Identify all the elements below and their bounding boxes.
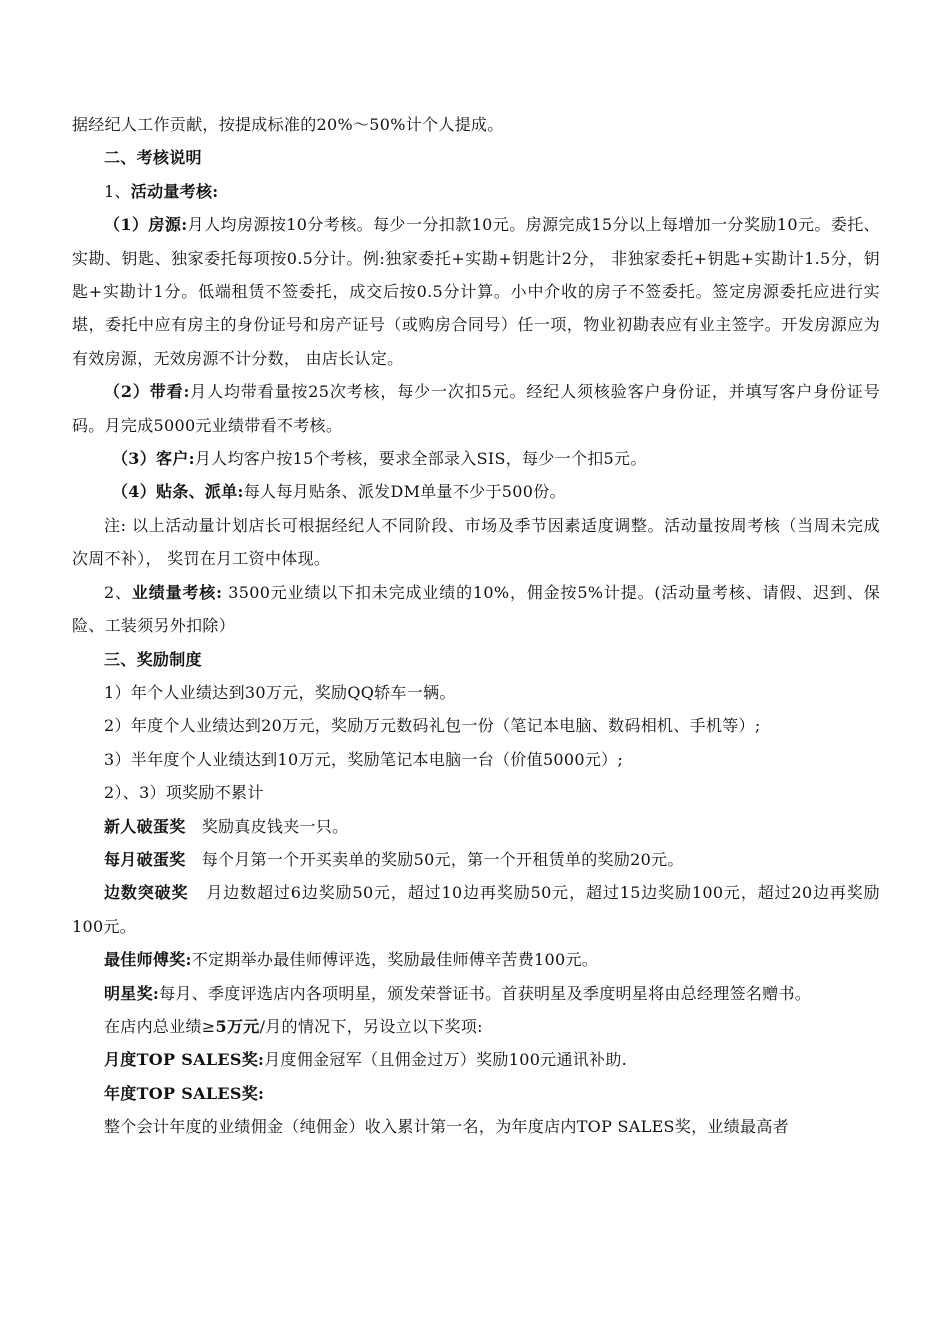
reward-item-2: 2）年度个人业绩达到20万元，奖励万元数码礼包一份（笔记本电脑、数码相机、手机等）; <box>104 716 761 736</box>
award-label: 月度TOP SALES奖: <box>104 1050 265 1070</box>
award-text: 每个月第一个开买卖单的奖励50元，第一个开租赁单的奖励20元。 <box>201 849 684 869</box>
reward-item-note: 2）、3）项奖励不累计 <box>104 783 264 803</box>
item-housing-text: 月人均房源按10分考核。每少一分扣款10元。房源完成15分以上每增加一分奖励10元。委托、实勘、钥匙、独家委托每项按0.5分计。例:独家委托+实勘+钥匙计2分， 非独家委托+钥匙+实勘计1.5分，钥匙+实勘计1分。低端租赁不签委托，成交后按0.5分计算。小中介收的房子不签委托。签定房源委托应进行实堪，委托中应有房主的身份证号和房产证号（或购房合同号）任一项，物业初勘表应有业主签字。开发房源应为有效房源，无效房源不计分数， 由店长认定。 <box>72 215 880 368</box>
paragraph-commission: 据经纪人工作贡献，按提成标准的20%～50%计个人提成。 <box>72 115 504 134</box>
subsection-performance-text: 3500元业绩以下扣未完成业绩的10%，佣金按5%计提。(活动量考核、请假、迟到、保险、工装须另外扣除） <box>72 582 880 636</box>
award-label: 明星奖: <box>104 983 160 1003</box>
subsection-heading: 业绩量考核: <box>131 582 223 602</box>
award-annual-top-sales-title <box>72 1077 880 1110</box>
award-annual-top-sales-text: 整个会计年度的业绩佣金（纯佣金）收入累计第一名，为年度店内TOP SALES奖，业绩最高者 <box>104 1117 789 1137</box>
award-label: 边数突破奖 <box>104 883 189 903</box>
award-deal-count <box>72 876 880 943</box>
section-2-title: 二、考核说明 <box>104 148 202 168</box>
subsection-heading: 活动量考核: <box>130 181 219 201</box>
subsection-number: 2、 <box>104 582 132 602</box>
award-text: 不定期举办最佳师傅评选，奖励最佳师傅辛苦费100元。 <box>191 950 599 970</box>
condition-text-start: 在店内总业绩≥ <box>104 1016 216 1036</box>
subsection-number: 1、 <box>104 181 131 201</box>
item-posting-text: 每人每月贴条、派发DM单量不少于500份。 <box>243 482 566 502</box>
condition-text-end: /月的情况下，另设立以下奖项: <box>259 1016 483 1036</box>
award-label: 最佳师傅奖: <box>104 950 192 970</box>
condition-paragraph <box>72 1010 880 1043</box>
item-customer-label: （3）客户: <box>112 449 195 469</box>
item-posting-label: （4）贴条、派单: <box>112 482 244 502</box>
item-viewing <box>72 375 880 442</box>
subsection-activity-title <box>72 175 880 208</box>
item-posting <box>72 475 880 508</box>
item-customer-text: 月人均客户按15个考核，要求全部录入SIS，每少一个扣5元。 <box>194 449 647 469</box>
award-label: 新人破蛋奖 <box>104 816 186 836</box>
note-paragraph: 注: 以上活动量计划店长可根据经纪人不同阶段、市场及季节因素适度调整。活动量按周考核（当周未完成次周不补）， 奖罚在月工资中体现。 <box>72 515 880 569</box>
reward-item-3: 3）半年度个人业绩达到10万元，奖励笔记本电脑一台（价值5000元）; <box>104 749 624 769</box>
award-text: 奖励真皮钱夹一只。 <box>201 816 349 836</box>
condition-threshold: 5万元 <box>215 1016 260 1036</box>
award-star <box>72 977 880 1010</box>
subsection-performance <box>72 576 880 643</box>
award-label: 每月破蛋奖 <box>104 849 186 869</box>
award-text: 月边数超过6边奖励50元，超过10边再奖励50元，超过15边奖励100元，超过20边再奖励100元。 <box>72 883 880 936</box>
item-housing <box>72 208 880 375</box>
reward-item-1: 1）年个人业绩达到30万元，奖励QQ轿车一辆。 <box>104 682 456 702</box>
award-newcomer <box>72 810 880 843</box>
award-text: 每月、季度评选店内各项明星，颁发荣誉证书。首获明星及季度明星将由总经理签名赠书。 <box>159 983 812 1003</box>
award-text: 月度佣金冠军（且佣金过万）奖励100元通讯补助. <box>264 1050 628 1070</box>
item-customer <box>72 442 880 475</box>
item-viewing-label: （2）带看: <box>104 382 190 402</box>
section-3-title: 三、奖励制度 <box>104 649 202 669</box>
award-label: 年度TOP SALES奖: <box>104 1083 265 1103</box>
item-viewing-text: 月人均带看量按25次考核，每少一次扣5元。经纪人须核验客户身份证，并填写客户身份证号码。月完成5000元业绩带看不考核。 <box>72 382 880 435</box>
document-page <box>72 108 880 1144</box>
award-monthly-first <box>72 843 880 876</box>
award-monthly-top-sales <box>72 1043 880 1076</box>
award-best-mentor <box>72 943 880 976</box>
item-housing-label: （1）房源: <box>104 215 188 235</box>
